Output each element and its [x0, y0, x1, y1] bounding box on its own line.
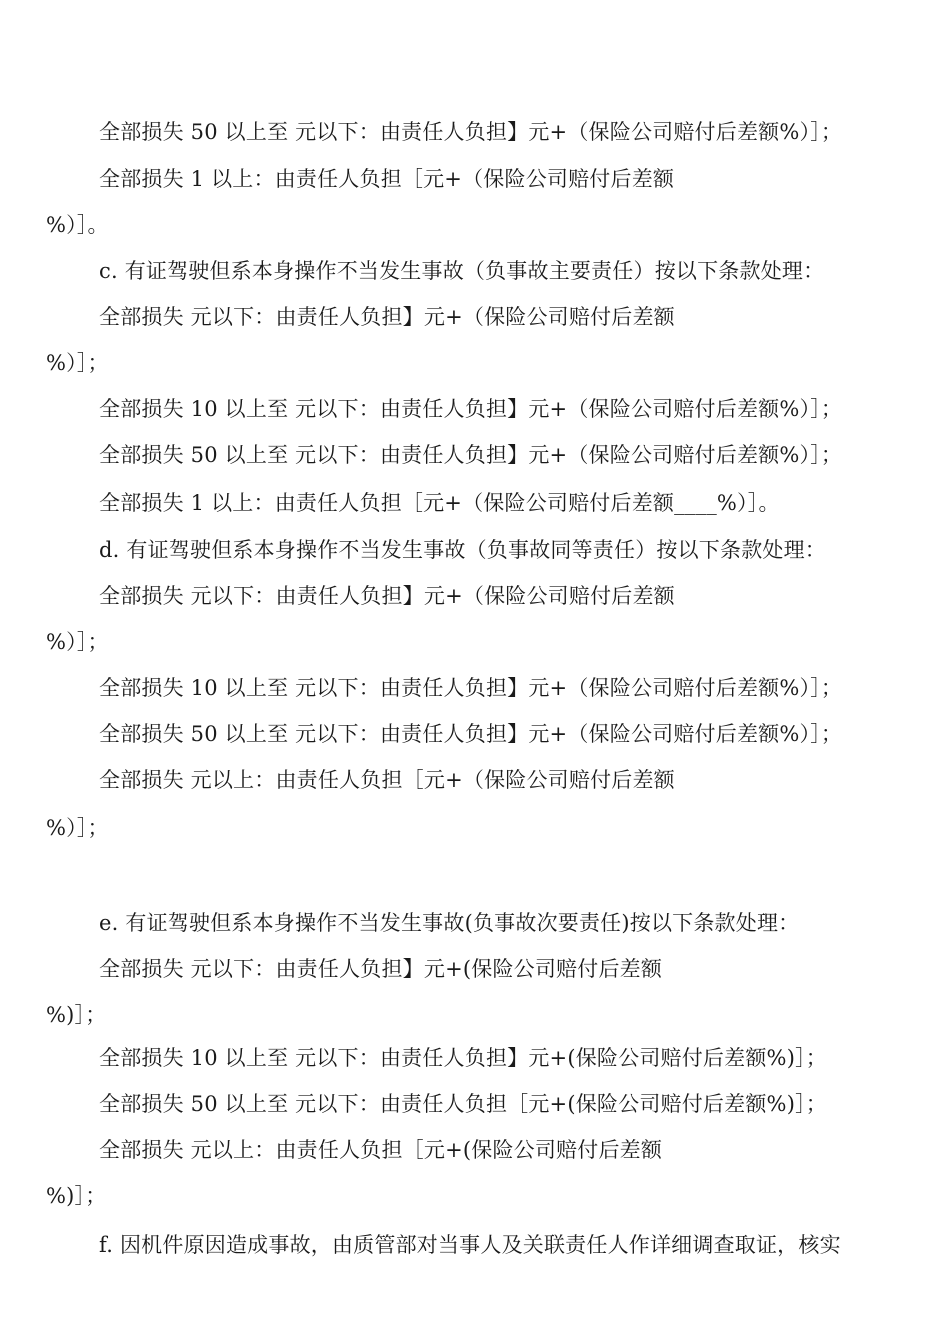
text-line: 全部损失 元以上：由责任人负担［元+（保险公司赔付后差额 [99, 768, 675, 792]
text-line: 全部损失 50 以上至 元以下：由责任人负担】元+（保险公司赔付后差额%）］； [99, 120, 843, 144]
text-line: %）］； [46, 351, 109, 375]
text-line: 全部损失 1 以上：由责任人负担［元+（保险公司赔付后差额____%）］。 [99, 491, 780, 515]
section-d-heading: d. 有证驾驶但系本身操作不当发生事故（负事故同等责任）按以下条款处理： [99, 538, 826, 562]
text-line: 全部损失 10 以上至 元以下：由责任人负担】元+（保险公司赔付后差额%）］； [99, 397, 843, 421]
text-line: 全部损失 元以下：由责任人负担】元+（保险公司赔付后差额 [99, 584, 675, 608]
text-line: 全部损失 元以下：由责任人负担】元+(保险公司赔付后差额 [99, 957, 663, 981]
text-line: %)］； [46, 1003, 107, 1027]
text-line: 全部损失 1 以上：由责任人负担［元+（保险公司赔付后差额 [99, 167, 675, 191]
text-line: %）］； [46, 816, 109, 840]
text-line: 全部损失 元以上：由责任人负担［元+(保险公司赔付后差额 [99, 1138, 663, 1162]
text-line: 全部损失 50 以上至 元以下：由责任人负担［元+(保险公司赔付后差额%)］； [99, 1092, 827, 1116]
text-line: 全部损失 50 以上至 元以下：由责任人负担】元+（保险公司赔付后差额%）］； [99, 443, 843, 467]
text-line: %）］。 [46, 213, 109, 237]
text-line: %)］； [46, 1184, 107, 1208]
text-line: 全部损失 10 以上至 元以下：由责任人负担】元+(保险公司赔付后差额%)］； [99, 1046, 827, 1070]
text-line: %）］； [46, 630, 109, 654]
text-line: 全部损失 10 以上至 元以下：由责任人负担】元+（保险公司赔付后差额%）］； [99, 676, 843, 700]
text-line: 全部损失 元以下：由责任人负担】元+（保险公司赔付后差额 [99, 305, 675, 329]
section-e-heading: e. 有证驾驶但系本身操作不当发生事故(负事故次要责任)按以下条款处理： [99, 911, 800, 935]
section-f-heading: f. 因机件原因造成事故，由质管部对当事人及关联责任人作详细调查取证，核实 [99, 1233, 841, 1257]
text-line: 全部损失 50 以上至 元以下：由责任人负担】元+（保险公司赔付后差额%）］； [99, 722, 843, 746]
section-c-heading: c. 有证驾驶但系本身操作不当发生事故（负事故主要责任）按以下条款处理： [99, 259, 825, 283]
